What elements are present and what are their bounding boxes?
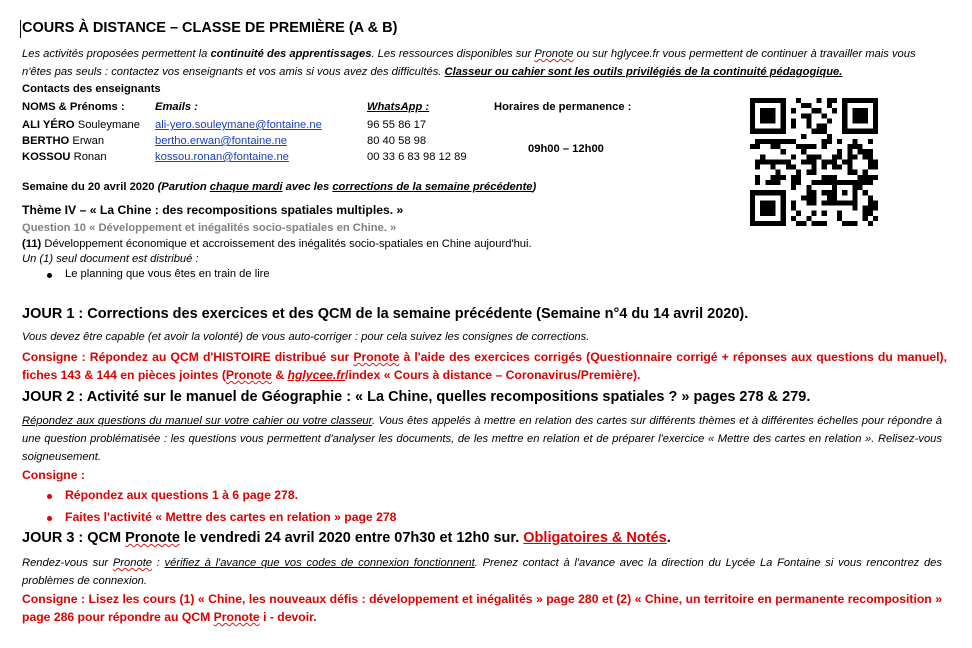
col-whatsapp-header: WhatsApp :	[367, 101, 430, 113]
teacher-name: BERTHO Erwan	[22, 135, 105, 147]
day2-heading: JOUR 2 : Activité sur le manuel de Géographie : « La Chine, quelles recompositions spatiales ? » pages 278 & 279.	[22, 389, 811, 405]
teacher-name: ALI YÉRO Souleymane	[22, 119, 140, 131]
col-names-header: NOMS & Prénoms :	[22, 101, 125, 113]
teacher-email-link[interactable]: bertho.erwan@fontaine.ne	[155, 135, 288, 147]
day1-heading: JOUR 1 : Corrections des exercices et des QCM de la semaine précédente (Semaine n°4 du 14 avril 2020).	[22, 306, 749, 322]
teacher-phone: 96 55 86 17	[367, 119, 427, 131]
teacher-phone: 80 40 58 98	[367, 135, 427, 147]
theme-title: Thème IV – « La Chine : des recompositions spatiales multiples. »	[22, 203, 404, 217]
day1-instruction: Consigne : Répondez au QCM d'HISTOIRE distribué sur Pronote à l'aide des exercices corrigés (Questionnaire corrigé + réponses aux questions du manuel), fiches 143 & 144 en pièces jointes (Pronote & hglycee.fr/index « Cours à distance – Coronavirus/Première).	[22, 350, 948, 382]
day3-instruction: Consigne : Lisez les cours (1) « Chine, les nouveaux défis : développement et inégalités » page 280 et (2) « Chine, un territoire en permanente recomposition » page 286 pour répondre au QCM Pronote i - devoir.	[22, 592, 942, 624]
day3-paragraph: Rendez-vous sur Pronote : vérifiez à l'avance que vos codes de connexion fonctionnent. Prenez contact à l'avance avec la direction du Lycée La Fontaine si vous rencontrez des problèmes de connexion.	[22, 557, 942, 587]
bullet-icon	[47, 494, 52, 499]
col-emails-header: Emails :	[155, 101, 198, 113]
document-note: Un (1) seul document est distribué :	[22, 253, 199, 265]
bullet-icon	[47, 273, 52, 278]
week-line: Semaine du 20 avril 2020 (Parution chaque mardi avec les corrections de la semaine précédente)	[22, 181, 537, 193]
page-title: COURS À DISTANCE – CLASSE DE PREMIÈRE (A & B)	[22, 20, 398, 36]
qr-code-image	[750, 98, 878, 226]
text-cursor	[20, 20, 21, 38]
day3-heading: JOUR 3 : QCM Pronote le vendredi 24 avril 2020 entre 07h30 et 12h0 sur. Obligatoires & Notés.	[22, 530, 671, 546]
teacher-email-link[interactable]: ali-yero.souleymane@fontaine.ne	[155, 119, 322, 131]
question-title: Question 10 « Développement et inégalités socio-spatiales en Chine. »	[22, 222, 397, 234]
day2-task-item: Faites l'activité « Mettre des cartes en relation » page 278	[65, 510, 397, 524]
day2-consigne-label: Consigne :	[22, 468, 85, 482]
document-list-item: Le planning que vous êtes en train de lire	[65, 268, 270, 280]
teacher-phone: 00 33 6 83 98 12 89	[367, 151, 467, 163]
col-hours-header: Horaires de permanence :	[494, 101, 632, 113]
bullet-icon	[47, 516, 52, 521]
teacher-name: KOSSOU Ronan	[22, 151, 107, 163]
study-point: (11) Développement économique et accroissement des inégalités socio-spatiales en Chine aujourd'hui.	[22, 238, 532, 250]
day2-paragraph: Répondez aux questions du manuel sur votre cahier ou votre classeur. Vous êtes appelés à mettre en relation des cartes sur différents thèmes et à différentes échelles pour répondre à une question problématisée : les questions vous permettent d'analyser les documents, de les mettre en relation et de préparer l'exercice « Mettre des cartes en relation ». Relisez-vous soigneusement.	[22, 415, 942, 463]
intro-paragraph: Les activités proposées permettent la continuité des apprentissages. Les ressources disponibles sur Pronote ou sur hglycee.fr vous permettent de continuer à travailler mais vous n'êtes pas seuls : contactez vos enseignants et vos amis si vous avez des difficultés. Classeur ou cahier sont les outils privilégiés de la continuité pédagogique.	[22, 48, 916, 78]
teacher-email-link[interactable]: kossou.ronan@fontaine.ne	[155, 151, 289, 163]
day2-task-item: Répondez aux questions 1 à 6 page 278.	[65, 488, 298, 502]
day1-note: Vous devez être capable (et avoir la volonté) de vous auto-corriger : pour cela suivez les consignes de corrections.	[22, 331, 590, 343]
contacts-heading: Contacts des enseignants	[22, 83, 161, 95]
office-hours: 09h00 – 12h00	[528, 143, 604, 155]
